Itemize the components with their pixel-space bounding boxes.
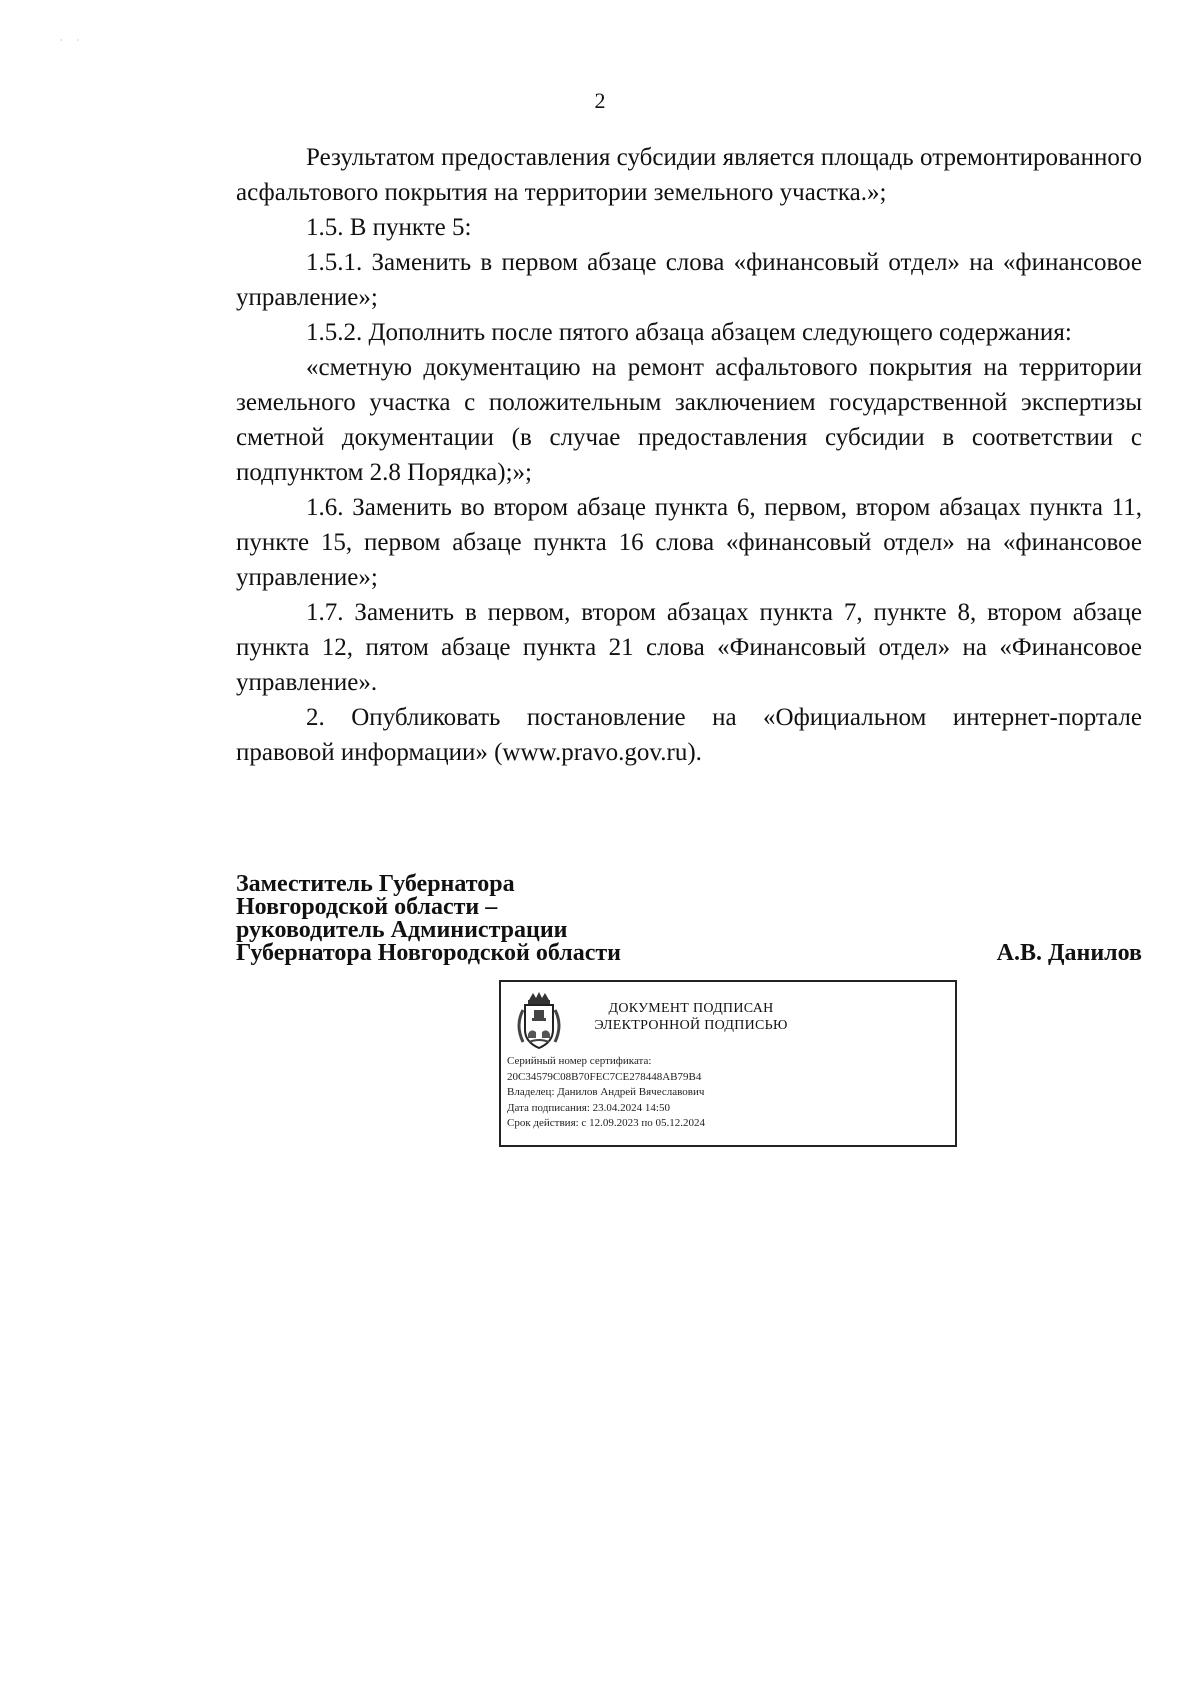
certificate-validity: Срок действия: с 12.09.2023 по 05.12.2024 (507, 1117, 705, 1129)
document-body (236, 140, 1142, 770)
signer-position-line: руководитель Администрации (236, 917, 568, 943)
paragraph-1-5-2: 1.5.2. Дополнить после пятого абзаца абзацем следующего содержания: (306, 319, 1072, 346)
signature-block (236, 873, 1142, 965)
signing-date: Дата подписания: 23.04.2024 14:50 (507, 1101, 670, 1114)
certificate-serial-value: 20C34579C08B70FEC7CE278448AB79B4 (507, 1070, 702, 1083)
paragraph-quote-estimate: «сметную документацию на ремонт асфальтового покрытия на территории земельного участка с положительным заключением государственной экспертизы сметной документации (в случае предоставления субсидии в соответствии с подпунктом 2.8 Порядка);»; (236, 354, 1142, 486)
signer-position-line: Губернатора Новгородской области (236, 940, 622, 966)
paragraph-2-publish: 2. Опубликовать постановление на «Официальном интернет-портале правовой информации» (www.pravo.gov.ru). (236, 704, 1142, 766)
paragraph-1-7: 1.7. Заменить в первом, втором абзацах пункта 7, пункте 8, втором абзаце пункта 12, пятом абзаце пункта 21 слова «Финансовый отдел» на «Финансовое управление». (236, 599, 1142, 696)
signer-position-line: Новгородской области – (236, 894, 498, 920)
certificate-serial-label: Серийный номер сертификата: (507, 1055, 652, 1067)
stamp-details (507, 1054, 705, 1132)
signer-name: А.В. Данилов (996, 940, 1142, 966)
coat-of-arms-icon (511, 990, 567, 1052)
electronic-signature-stamp (499, 980, 957, 1147)
paragraph-subsidy-result: Результатом предоставления субсидии является площадь отремонтированного асфальтового покрытия на территории земельного участка.»; (236, 144, 1142, 206)
stamp-title-line: ДОКУМЕНТ ПОДПИСАН (608, 1001, 774, 1016)
stamp-title-line: ЭЛЕКТРОННОЙ ПОДПИСЬЮ (594, 1018, 788, 1033)
stamp-title (581, 1000, 801, 1034)
page-number: 2 (594, 88, 606, 113)
paragraph-1-5: 1.5. В пункте 5: (306, 214, 472, 241)
paragraph-1-6: 1.6. Заменить во втором абзаце пункта 6, первом, втором абзацах пункта 11, пункте 15, первом абзаце пункта 16 слова «финансовый отдел» на «финансовое управление»; (236, 494, 1142, 591)
paragraph-1-5-1: 1.5.1. Заменить в первом абзаце слова «финансовый отдел» на «финансовое управление»; (236, 249, 1142, 311)
signer-position-line: Заместитель Губернатора (236, 871, 515, 897)
scan-artifact: · · (60, 36, 80, 45)
certificate-owner: Владелец: Данилов Андрей Вячеславович (507, 1086, 705, 1098)
